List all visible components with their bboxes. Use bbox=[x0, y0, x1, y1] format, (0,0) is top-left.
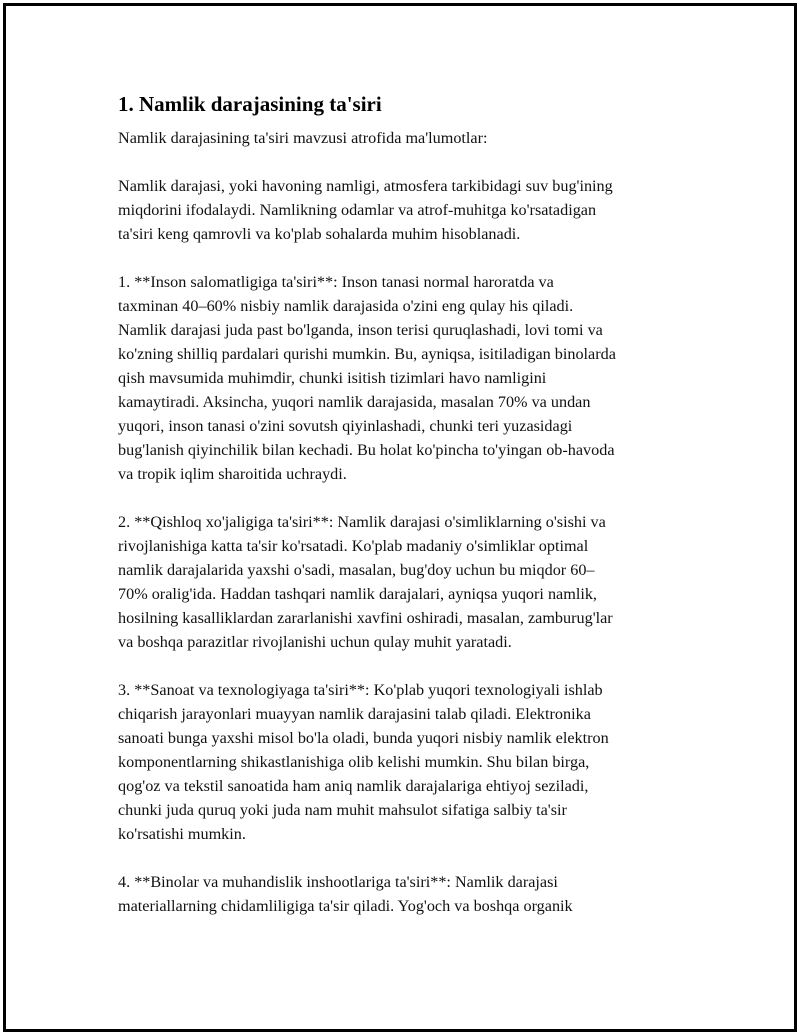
industry-effect-paragraph: 3. **Sanoat va texnologiyaga ta'siri**: Ko'plab yuqori texnologiyali ishlab chiqarish jarayonlari muayyan namlik darajasini talab qiladi. Elektronika sanoati bunga yaxshi misol bo'la oladi, bunda yuqori nisbiy namlik elektron komponentlarning shikastlanishiga olib kelishi mumkin. Shu bilan birga, qog'oz va tekstil sanoatida ham aniq namlik darajalariga ehtiyoj seziladi, chunki juda quruq yoki juda nam muhit mahsulot sifatiga salbiy ta'sir ko'rsatishi mumkin. bbox=[118, 681, 609, 843]
health-effect-paragraph: 1. **Inson salomatligiga ta'siri**: Inson tanasi normal haroratda va taxminan 40–60% nisbiy namlik darajasida o'zini eng qulay his qiladi. Namlik darajasi juda past bo'lganda, inson terisi quruqlashadi, lovi tomi va ko'zning shilliq pardalari qurishi mumkin. Bu, ayniqsa, isitiladigan binolarda qish mavsumida muhimdir, chunki isitish tizimlari havo namligini kamaytiradi. Aksincha, yuqori namlik darajasida, masalan 70% va undan yuqori, inson tanasi o'zini sovutsh qiyinlashadi, chunki teri yuzasidagi bug'lanish qiyinchilik bilan kechadi. Bu holat ko'pincha to'yingan ob-havoda va tropik iqlim sharoitida uchraydi. bbox=[118, 273, 616, 483]
document-body bbox=[118, 90, 698, 918]
intro-paragraph: Namlik darajasining ta'siri mavzusi atrofida ma'lumotlar: bbox=[118, 129, 488, 147]
agriculture-effect-paragraph: 2. **Qishloq xo'jaligiga ta'siri**: Namlik darajasi o'simliklarning o'sishi va rivojlanishiga katta ta'sir ko'rsatadi. Ko'plab madaniy o'simliklar optimal namlik darajalarida yaxshi o'sadi, masalan, bug'doy uchun bu miqdor 60– 70% oralig'ida. Haddan tashqari namlik darajalari, ayniqsa yuqori namlik, hosilning kasalliklardan zararlanishi xavfini oshiradi, masalan, zamburug'lar va boshqa parazitlar rivojlanishi uchun qulay muhit yaratadi. bbox=[118, 513, 613, 651]
buildings-effect-paragraph: 4. **Binolar va muhandislik inshootlariga ta'siri**: Namlik darajasi materiallarning chidamliligiga ta'sir qiladi. Yog'och va boshqa organik bbox=[118, 873, 573, 915]
document-title: 1. Namlik darajasining ta'siri bbox=[118, 92, 382, 116]
definition-paragraph: Namlik darajasi, yoki havoning namligi, atmosfera tarkibidagi suv bug'ining miqdorini ifodalaydi. Namlikning odamlar va atrof-muhitga ko'rsatadigan ta'siri keng qamrovli va ko'plab sohalarda muhim hisoblanadi. bbox=[118, 177, 613, 243]
